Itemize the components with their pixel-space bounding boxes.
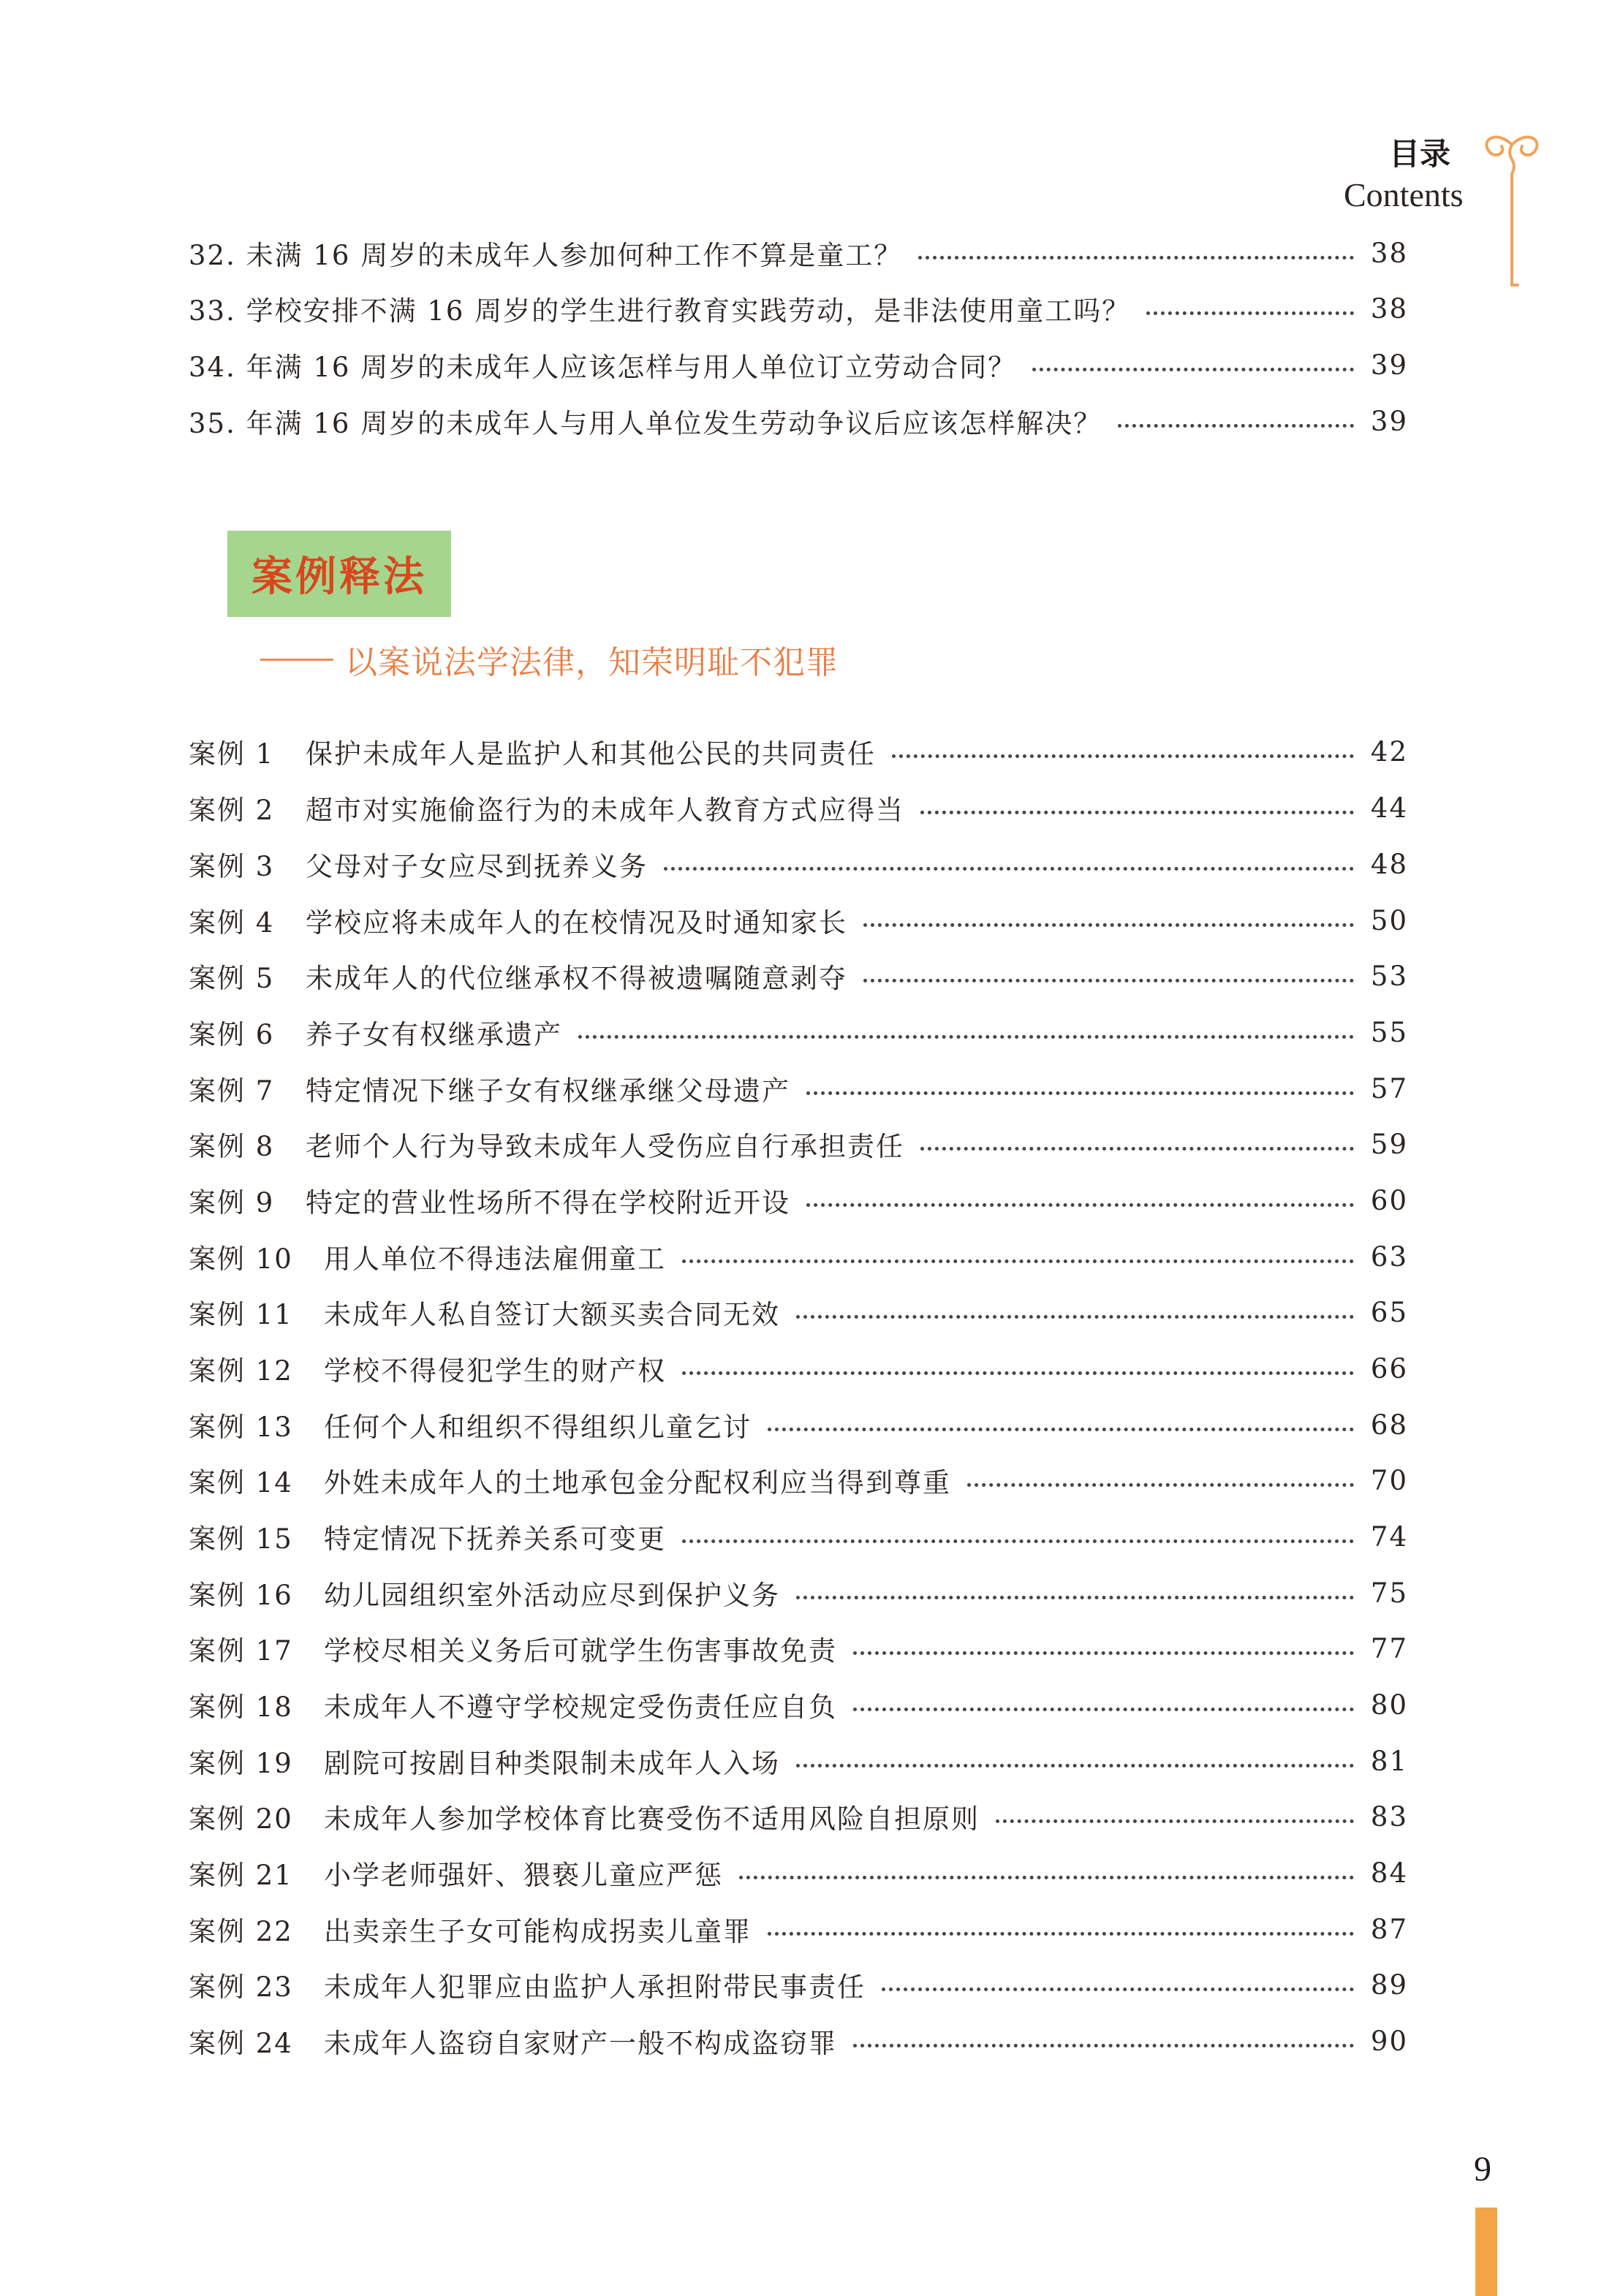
case-page: 77 [1370,1632,1408,1664]
case-page: 59 [1370,1128,1408,1160]
case-label: 案例 2 [189,795,275,826]
tagline-dash [260,659,333,661]
case-label: 案例 4 [189,907,275,939]
dot-leader [806,1203,1354,1207]
page-number: 9 [1474,2150,1491,2189]
dot-leader [806,1091,1354,1095]
dot-leader [768,1428,1354,1431]
toc-case-row[interactable] [189,1010,1408,1054]
toc-case-row[interactable] [189,1626,1408,1670]
case-title: 父母对子女应尽到抚养义务 [306,851,648,882]
case-title: 出卖亲生子女可能构成拐卖儿童罪 [324,1916,752,1947]
toc-entry-page: 39 [1370,405,1408,437]
toc-case-row[interactable] [189,1458,1408,1502]
case-label: 案例 9 [189,1187,275,1219]
case-page: 42 [1370,735,1408,768]
dot-leader [853,2044,1354,2047]
case-label: 案例 21 [189,1860,293,1891]
case-page: 68 [1370,1409,1408,1441]
dot-leader [892,754,1354,758]
dot-leader [967,1483,1354,1487]
case-page: 87 [1370,1913,1408,1945]
case-label: 案例 20 [189,1803,293,1835]
case-title: 用人单位不得违法雇佣童工 [324,1243,666,1275]
case-title: 保护未成年人是监护人和其他公民的共同责任 [306,738,876,770]
case-label: 案例 14 [189,1467,293,1499]
dot-leader [768,1932,1354,1936]
dot-leader [578,1035,1354,1039]
case-title: 学校尽相关义务后可就学生伤害事故免责 [324,1635,837,1667]
case-label: 案例 12 [189,1355,293,1387]
toc-entry-page: 39 [1370,349,1408,381]
case-page: 84 [1370,1857,1408,1889]
case-page: 50 [1370,904,1408,936]
case-title: 学校不得侵犯学生的财产权 [324,1355,666,1387]
case-label: 案例 24 [189,2028,293,2059]
toc-case-row[interactable] [189,1346,1408,1390]
case-page: 74 [1370,1520,1408,1553]
toc-question-row[interactable] [189,287,1408,330]
case-title: 老师个人行为导致未成年人受伤应自行承担责任 [306,1131,904,1162]
case-title: 未成年人的代位继承权不得被遗嘱随意剥夺 [306,963,847,994]
case-label: 案例 1 [189,738,275,770]
toc-case-row[interactable] [189,1122,1408,1166]
case-title: 超市对实施偷盗行为的未成年人教育方式应得当 [306,795,904,826]
case-page: 63 [1370,1240,1408,1273]
case-page: 70 [1370,1464,1408,1496]
case-page: 66 [1370,1352,1408,1384]
dot-leader [1032,368,1354,371]
case-page: 48 [1370,848,1408,880]
toc-case-row[interactable] [189,1571,1408,1615]
toc-case-row[interactable] [189,1907,1408,1951]
dot-leader [882,1988,1354,1991]
toc-question-row[interactable] [189,399,1408,443]
toc-case-row[interactable] [189,1235,1408,1278]
dot-leader [863,979,1354,982]
case-label: 案例 11 [189,1299,293,1330]
header-subtitle: Contents [1344,176,1464,213]
toc-case-row[interactable] [189,1515,1408,1558]
case-title: 特定情况下抚养关系可变更 [324,1523,666,1555]
toc-entry-page: 38 [1370,292,1408,325]
dot-leader [682,1371,1354,1375]
case-title: 未成年人盗窃自家财产一般不构成盗窃罪 [324,2028,837,2059]
toc-entry-title: 32. 未满 16 周岁的未成年人参加何种工作不算是童工？ [189,240,903,271]
case-label: 案例 13 [189,1412,293,1443]
case-title: 小学老师强奸、猥亵儿童应严惩 [324,1860,723,1891]
case-label: 案例 5 [189,963,275,994]
case-page: 53 [1370,960,1408,992]
case-title: 未成年人不遵守学校规定受伤责任应自负 [324,1691,837,1723]
case-label: 案例 7 [189,1075,275,1107]
section-heading-box [227,531,451,617]
dot-leader [796,1764,1354,1768]
dot-leader [664,867,1354,871]
case-page: 55 [1370,1016,1408,1048]
dot-leader [682,1259,1354,1263]
scroll-ornament-icon [1475,123,1548,291]
case-title: 任何个人和组织不得组织儿童乞讨 [324,1412,752,1443]
case-page: 81 [1370,1745,1408,1777]
case-page: 60 [1370,1184,1408,1216]
toc-case-row[interactable] [189,954,1408,998]
dot-leader [920,1147,1354,1151]
dot-leader [853,1651,1354,1655]
case-label: 案例 16 [189,1580,293,1611]
toc-case-row[interactable] [189,730,1408,773]
dot-leader [863,923,1354,927]
toc-case-row[interactable] [189,1066,1408,1110]
section-title: 案例释法 [251,553,427,601]
toc-case-row[interactable] [189,1739,1408,1783]
toc-question-row[interactable] [189,231,1408,275]
case-page: 75 [1370,1577,1408,1609]
case-label: 案例 18 [189,1691,293,1723]
case-label: 案例 10 [189,1243,293,1275]
toc-case-row[interactable] [189,842,1408,886]
dot-leader [796,1315,1354,1319]
toc-question-row[interactable] [189,343,1408,387]
case-page: 89 [1370,1969,1408,2001]
toc-case-row[interactable] [189,1403,1408,1447]
section-tagline [260,637,839,681]
case-label: 案例 23 [189,1971,293,2003]
dot-leader [739,1876,1354,1879]
case-title: 养子女有权继承遗产 [306,1019,562,1050]
case-title: 未成年人私自签订大额买卖合同无效 [324,1299,780,1330]
case-page: 80 [1370,1689,1408,1721]
toc-case-row[interactable] [189,1290,1408,1334]
dot-leader [918,256,1354,259]
toc-entry-page: 38 [1370,237,1408,269]
toc-case-row[interactable] [189,1683,1408,1727]
case-label: 案例 3 [189,851,275,882]
section-tagline-text: 以案说法学法律，知荣明耻不犯罪 [345,644,839,681]
dot-leader [920,811,1354,814]
case-label: 案例 15 [189,1523,293,1555]
dot-leader [1146,311,1354,315]
case-page: 57 [1370,1072,1408,1105]
dot-leader [996,1819,1354,1823]
toc-entry-title: 33. 学校安排不满 16 周岁的学生进行教育实践劳动，是非法使用童工吗？ [189,295,1131,327]
case-label: 案例 6 [189,1019,275,1050]
case-label: 案例 22 [189,1916,293,1947]
case-page: 44 [1370,792,1408,824]
case-page: 65 [1370,1296,1408,1328]
page-edge-tab [1475,2208,1497,2296]
case-label: 案例 17 [189,1635,293,1667]
toc-case-row[interactable] [189,1795,1408,1838]
toc-case-row[interactable] [189,1851,1408,1895]
case-page: 90 [1370,2025,1408,2057]
case-title: 未成年人犯罪应由监护人承担附带民事责任 [324,1971,866,2003]
toc-case-row[interactable] [189,1963,1408,2007]
dot-leader [1118,424,1354,428]
header-title: 目录 [1389,136,1451,172]
toc-entry-title: 34. 年满 16 周岁的未成年人应该怎样与用人单位订立劳动合同？ [189,352,1017,383]
toc-case-row[interactable] [189,898,1408,942]
case-title: 未成年人参加学校体育比赛受伤不适用风险自担原则 [324,1803,980,1835]
case-title: 特定的营业性场所不得在学校附近开设 [306,1187,790,1219]
toc-case-row[interactable] [189,1178,1408,1222]
case-title: 外姓未成年人的土地承包金分配权利应当得到尊重 [324,1467,951,1499]
case-label: 案例 8 [189,1131,275,1162]
dot-leader [682,1539,1354,1543]
case-page: 83 [1370,1800,1408,1833]
case-title: 幼儿园组织室外活动应尽到保护义务 [324,1580,780,1611]
toc-case-row[interactable] [189,786,1408,830]
toc-case-row[interactable] [189,2019,1408,2063]
dot-leader [853,1708,1354,1711]
case-title: 剧院可按剧目种类限制未成年人入场 [324,1748,780,1779]
dot-leader [796,1596,1354,1599]
case-label: 案例 19 [189,1748,293,1779]
toc-entry-title: 35. 年满 16 周岁的未成年人与用人单位发生劳动争议后应该怎样解决？ [189,408,1102,439]
case-title: 特定情况下继子女有权继承继父母遗产 [306,1075,790,1107]
case-title: 学校应将未成年人的在校情况及时通知家长 [306,907,847,939]
